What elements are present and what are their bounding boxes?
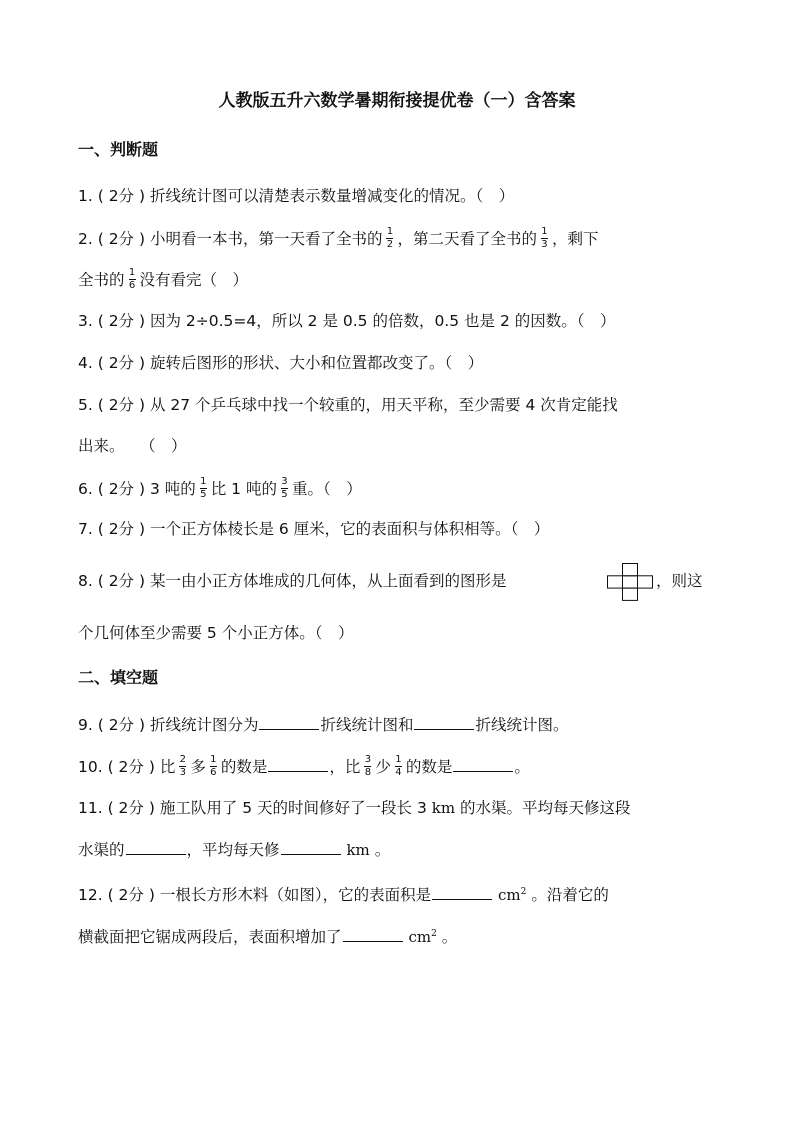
q12-text-a: 12. ( 2分 ) 一根长方形木料（如图），它的表面积是 bbox=[78, 886, 432, 904]
q12-text-e: 。 bbox=[441, 928, 458, 946]
numerator: 1 bbox=[200, 476, 207, 487]
numerator: 2 bbox=[179, 754, 187, 765]
q12-text-b: 。沿着它的 bbox=[531, 886, 609, 904]
question-8-line-2: 个几何体至少需要 5 个小正方体。（ ） bbox=[78, 624, 354, 642]
question-8-line-1-a: 8. ( 2分 ) 某一由小正方体堆成的几何体，从上面看到的图形是 bbox=[78, 572, 507, 590]
question-11-line-2 bbox=[78, 840, 390, 860]
fraction bbox=[210, 755, 217, 778]
q11-text-e: 。 bbox=[374, 841, 391, 859]
question-5-line-1: 5. ( 2分 ) 从 27 个乒乓球中找一个较重的，用天平称，至少需要 4 次肯定能找 bbox=[78, 396, 618, 414]
q2-text-d: 全书的 bbox=[78, 271, 125, 289]
answer-blank[interactable] bbox=[453, 757, 513, 772]
denominator: 4 bbox=[395, 767, 402, 778]
fraction bbox=[541, 227, 548, 250]
question-3: 3. ( 2分 ) 因为 2÷0.5=4，所以 2 是 0.5 的倍数，0.5 也是 2 的因数。（ ） bbox=[78, 312, 616, 330]
numerator: 1 bbox=[128, 267, 136, 278]
answer-blank[interactable] bbox=[281, 840, 341, 855]
fraction bbox=[129, 268, 136, 291]
q10-text-c: 的数是 bbox=[220, 758, 268, 776]
denominator: 3 bbox=[179, 767, 187, 778]
q11-text-c: 水渠的 bbox=[78, 841, 125, 859]
q10-text-f: 的数是 bbox=[405, 758, 453, 776]
answer-blank[interactable] bbox=[414, 715, 474, 730]
unit-cm: cm bbox=[498, 886, 521, 904]
question-6 bbox=[78, 478, 362, 501]
q10-text-e: 少 bbox=[375, 758, 391, 776]
top-view-cross-shape-icon bbox=[607, 563, 653, 601]
q9-text-b: 折线统计图和 bbox=[320, 716, 414, 734]
unit-km: km bbox=[346, 841, 370, 859]
fraction bbox=[281, 477, 288, 500]
question-10 bbox=[78, 756, 530, 779]
q10-text-d: ，比 bbox=[329, 758, 361, 776]
q11-text-d: ，平均每天修 bbox=[186, 841, 280, 859]
section-heading-fill-blank: 二、填空题 bbox=[78, 668, 159, 687]
answer-blank[interactable] bbox=[268, 757, 328, 772]
fraction bbox=[200, 477, 207, 500]
denominator: 3 bbox=[541, 239, 548, 250]
q2-text-c: ，剩下 bbox=[551, 230, 599, 248]
denominator: 6 bbox=[128, 280, 136, 291]
q6-text-c: 重。（ ） bbox=[291, 480, 362, 498]
q10-text-g: 。 bbox=[514, 758, 530, 776]
question-12-line-1 bbox=[78, 882, 609, 905]
denominator: 6 bbox=[210, 767, 217, 778]
denominator: 5 bbox=[200, 489, 207, 500]
unit-cm2 bbox=[498, 886, 526, 904]
question-2-line-1 bbox=[78, 228, 599, 251]
denominator: 5 bbox=[281, 489, 288, 500]
fraction bbox=[364, 755, 371, 778]
numerator: 3 bbox=[281, 476, 288, 487]
numerator: 1 bbox=[541, 226, 548, 237]
q6-text-a: 6. ( 2分 ) 3 吨的 bbox=[78, 480, 196, 498]
numerator: 1 bbox=[210, 754, 217, 765]
q6-text-b: 比 1 吨的 bbox=[210, 480, 277, 498]
unit-km: km bbox=[431, 799, 456, 817]
denominator: 8 bbox=[364, 767, 372, 778]
q11-text-b: 的水渠。平均每天修这段 bbox=[460, 799, 631, 817]
answer-blank[interactable] bbox=[343, 927, 403, 942]
q10-text-a: 10. ( 2分 ) 比 bbox=[78, 758, 176, 776]
q11-text-a: 11. ( 2分 ) 施工队用了 5 天的时间修好了一段长 3 bbox=[78, 799, 427, 817]
question-5-line-2: 出来。 （ ） bbox=[78, 437, 187, 455]
question-9 bbox=[78, 715, 568, 735]
q2-text-e: 没有看完（ ） bbox=[139, 271, 249, 289]
answer-blank[interactable] bbox=[259, 715, 319, 730]
question-8-line-1-b: ，则这 bbox=[656, 572, 703, 590]
question-11-line-1 bbox=[78, 798, 631, 818]
numerator: 1 bbox=[395, 754, 402, 765]
q2-text-b: ，第二天看了全书的 bbox=[397, 230, 537, 248]
unit-exponent: 2 bbox=[520, 887, 527, 897]
unit-cm: cm bbox=[408, 928, 432, 946]
question-7: 7. ( 2分 ) 一个正方体棱长是 6 厘米，它的表面积与体积相等。（ ） bbox=[78, 520, 550, 538]
q12-text-c: 横截面把它锯成两段后，表面积增加了 bbox=[78, 928, 342, 946]
unit-cm2 bbox=[408, 928, 436, 946]
answer-blank[interactable] bbox=[432, 885, 492, 900]
numerator: 3 bbox=[364, 754, 372, 765]
section-heading-judgment: 一、判断题 bbox=[78, 140, 159, 159]
fraction bbox=[179, 755, 186, 778]
fraction bbox=[386, 227, 393, 250]
unit-exponent: 2 bbox=[431, 929, 437, 939]
question-4: 4. ( 2分 ) 旋转后图形的形状、大小和位置都改变了。（ ） bbox=[78, 354, 484, 372]
question-12-line-2 bbox=[78, 924, 457, 947]
q9-text-a: 9. ( 2分 ) 折线统计图分为 bbox=[78, 716, 259, 734]
q2-text-a: 2. ( 2分 ) 小明看一本书，第一天看了全书的 bbox=[78, 230, 383, 248]
fraction bbox=[395, 755, 402, 778]
numerator: 1 bbox=[386, 226, 394, 237]
q10-text-b: 多 bbox=[190, 758, 206, 776]
question-2-line-2 bbox=[78, 269, 248, 292]
denominator: 2 bbox=[386, 239, 394, 250]
page-title: 人教版五升六数学暑期衔接提优卷（一）含答案 bbox=[218, 91, 576, 111]
answer-blank[interactable] bbox=[126, 840, 186, 855]
q9-text-c: 折线统计图。 bbox=[475, 716, 569, 734]
question-1: 1. ( 2分 ) 折线统计图可以清楚表示数量增减变化的情况。（ ） bbox=[78, 187, 515, 205]
